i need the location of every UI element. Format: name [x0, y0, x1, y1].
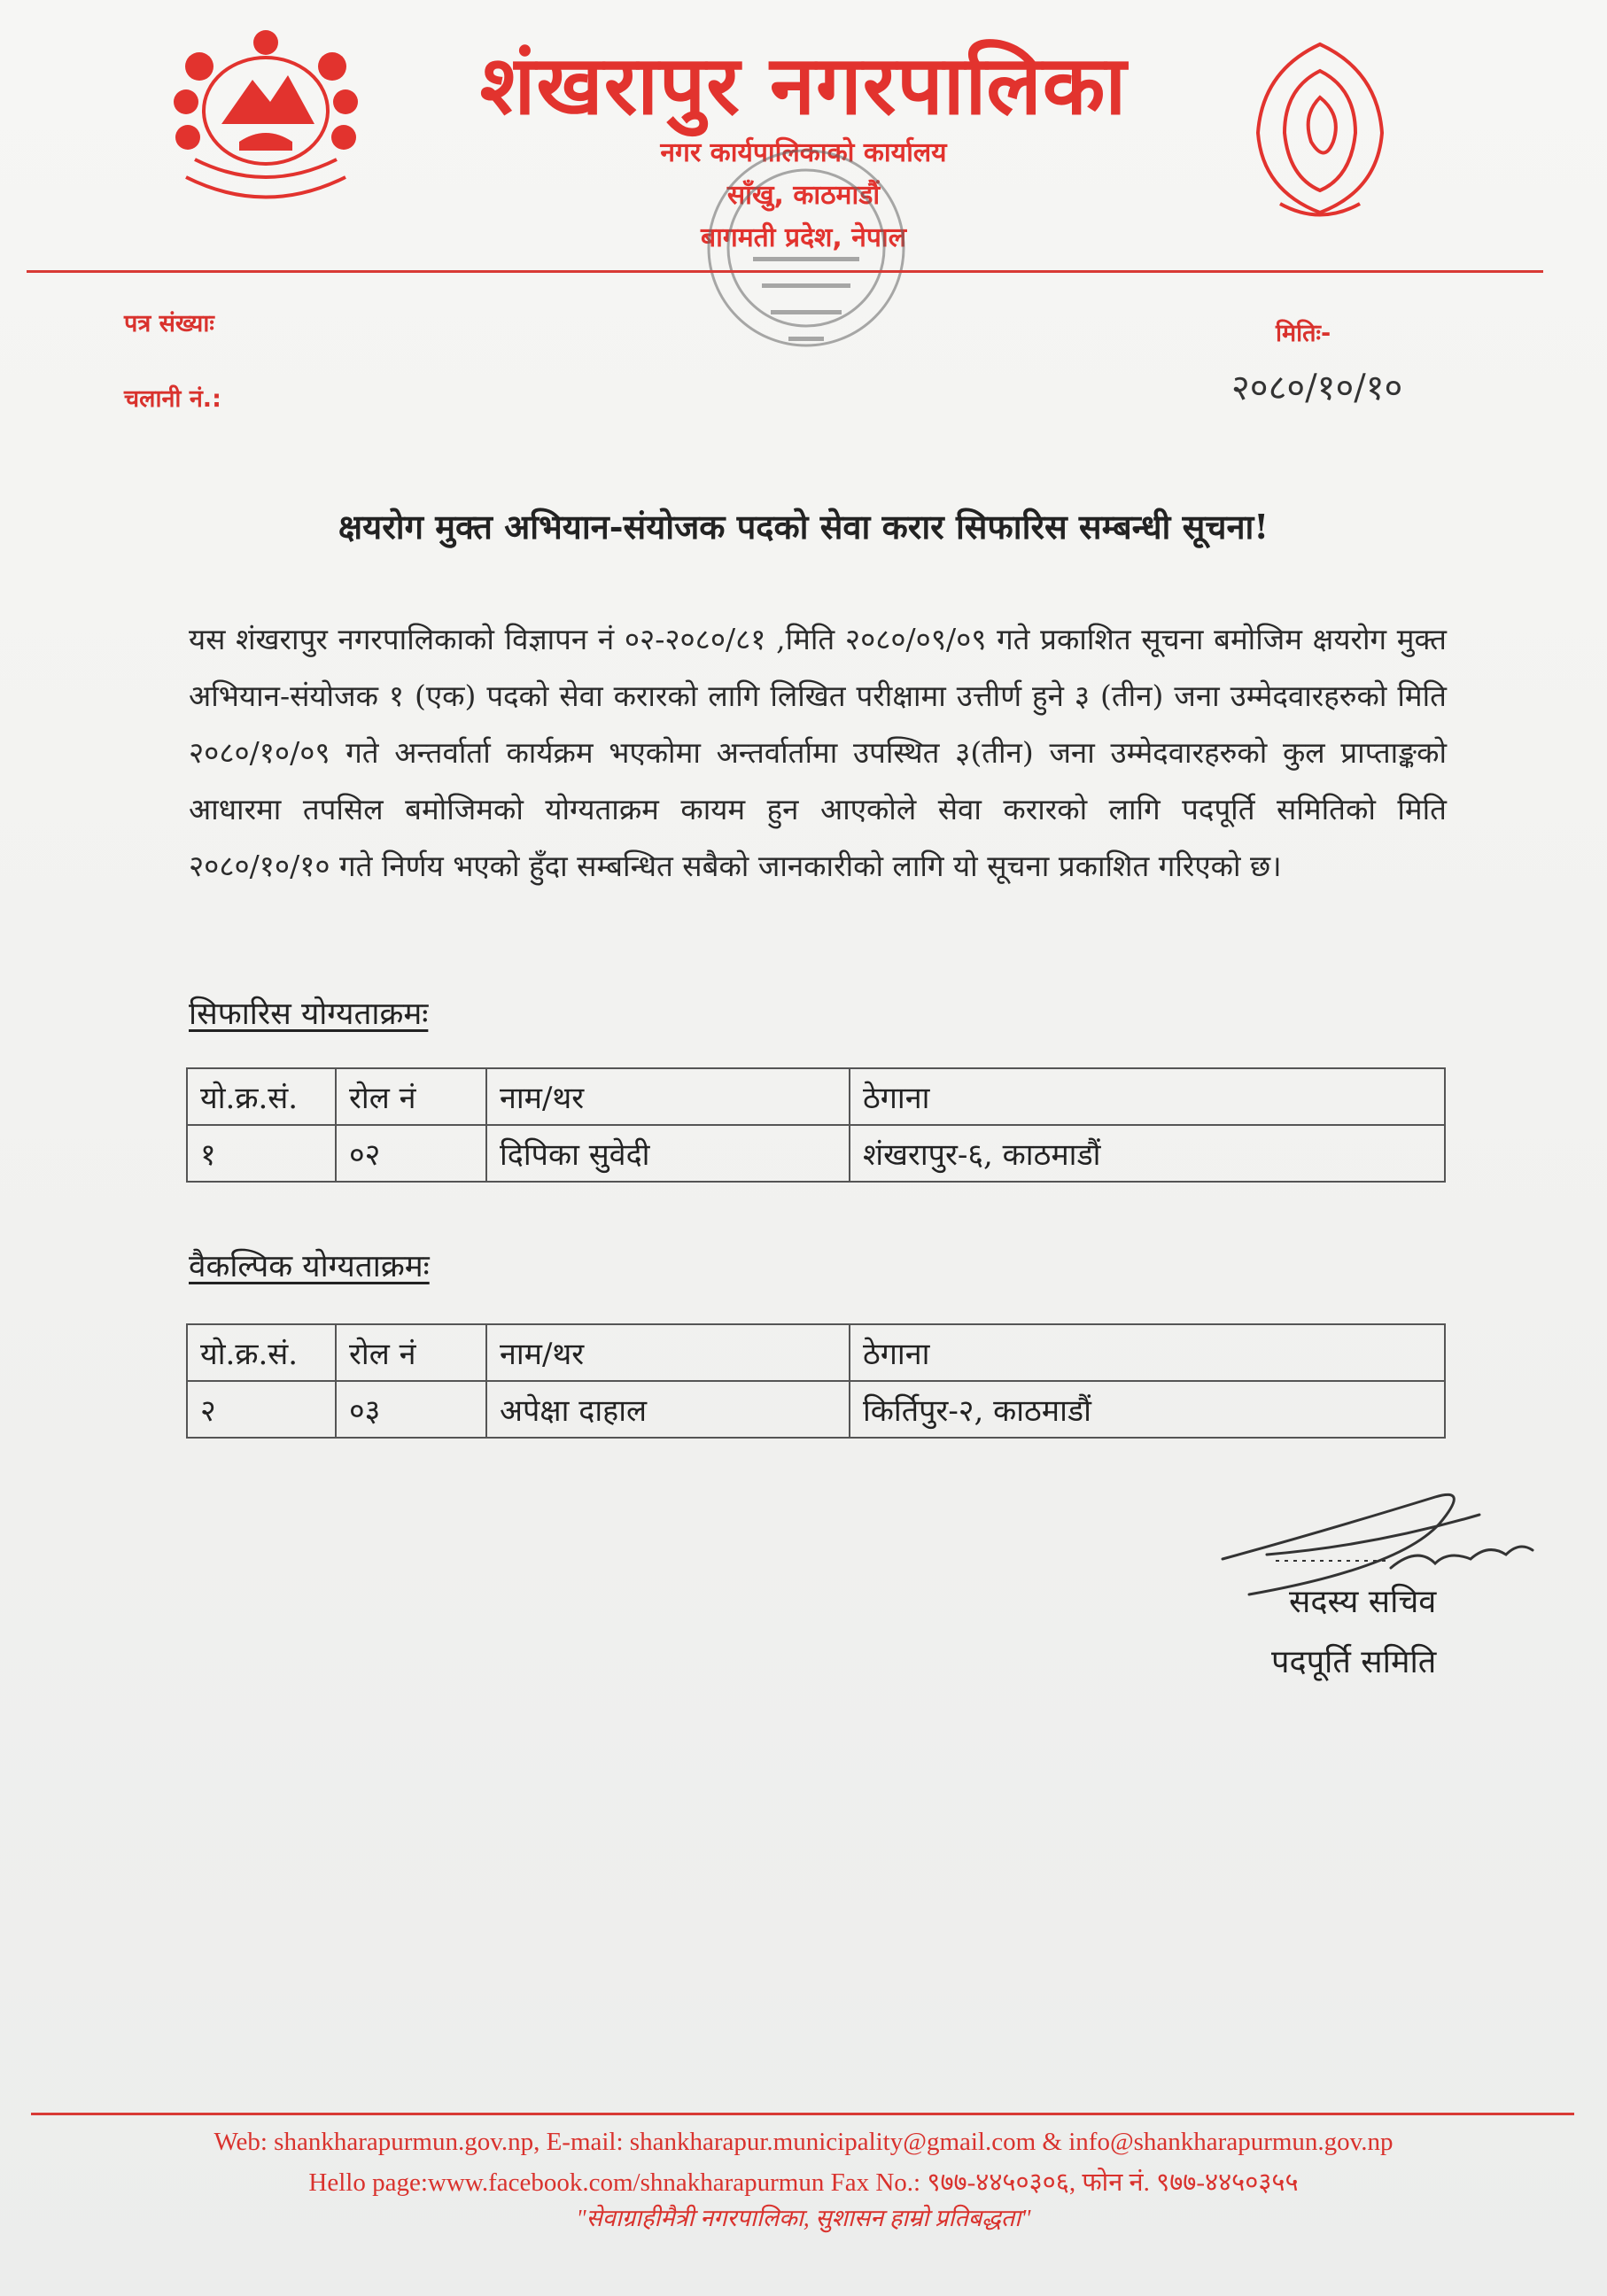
office-location: साँखु, काठमाडौं: [726, 180, 881, 211]
cell-roll: ०२: [336, 1125, 486, 1182]
footer-contact-web: Web: shankharapurmun.gov.np, E-mail: shankharapur.municipality@gmail.com & info@shankharapurmun.gov.np: [213, 2128, 1394, 2156]
dispatch-number-label: चलानी नं.:: [124, 385, 221, 413]
header-divider: [27, 270, 1543, 273]
cell-serial: २: [187, 1381, 336, 1438]
footer-contact-social: Hello page:www.facebook.com/shnakharapurmun Fax No.: ९७७-४४५०३०६, फोन नं. ९७७-४४५०३५५: [308, 2168, 1299, 2197]
table-row: [187, 1381, 1445, 1438]
date-label: मितिः-: [1276, 320, 1331, 347]
col-name: नाम/थर: [486, 1068, 850, 1125]
col-roll: रोल नं: [336, 1324, 486, 1381]
col-name: नाम/थर: [486, 1324, 850, 1381]
signatory-role: सदस्य सचिव: [1289, 1584, 1437, 1620]
office-province: बागमती प्रदेश, नेपाल: [700, 222, 907, 253]
cell-serial: १: [187, 1125, 336, 1182]
col-serial: यो.क्र.सं.: [187, 1068, 336, 1125]
col-address: ठेगाना: [850, 1068, 1445, 1125]
footer-divider: [31, 2113, 1574, 2115]
alternate-section-title: वैकल्पिक योग्यताक्रमः: [189, 1249, 430, 1284]
col-serial: यो.क्र.सं.: [187, 1324, 336, 1381]
col-address: ठेगाना: [850, 1324, 1445, 1381]
letter-number-label: पत्र संख्याः: [124, 310, 214, 337]
table-row: [187, 1125, 1445, 1182]
signatory-committee: पदपूर्ति समिति: [1271, 1644, 1437, 1680]
cell-roll: ०३: [336, 1381, 486, 1438]
office-name: नगर कार्यपालिकाको कार्यालय: [660, 137, 947, 168]
col-roll: रोल नं: [336, 1068, 486, 1125]
footer-slogan: "सेवाग्राहीमैत्री नगरपालिका, सुशासन हाम्रो प्रतिबद्धता": [576, 2205, 1031, 2231]
alternate-table: [186, 1323, 1446, 1439]
office-seal-stamp: [691, 133, 921, 399]
recommended-section-title: सिफारिस योग्यताक्रमः: [189, 997, 429, 1032]
table-header-row: [187, 1324, 1445, 1381]
cell-address: किर्तिपुर-२, काठमाडौं: [850, 1381, 1445, 1438]
table-header-row: [187, 1068, 1445, 1125]
date-value: २०८०/१०/१०: [1231, 368, 1403, 408]
recommended-table: [186, 1067, 1446, 1183]
municipality-title: शंखरापुर नगरपालिका: [479, 37, 1128, 133]
cell-name: अपेक्षा दाहाल: [486, 1381, 850, 1438]
notice-heading: क्षयरोग मुक्त अभियान-संयोजक पदको सेवा करार सिफारिस सम्बन्धी सूचना!: [338, 507, 1269, 547]
notice-body: यस शंखरापुर नगरपालिकाको विज्ञापन नं ०२-२०८०/८१ ,मिति २०८०/०९/०९ गते प्रकाशित सूचना बमोजिम क्षयरोग मुक्त अभियान-संयोजक १ (एक) पदको सेवा करारको लागि लिखित परीक्षामा उत्तीर्ण हुने ३ (तीन) जना उम्मेदवारहरुको मिति २०८०/१०/०९ गते अन्तर्वार्ता कार्यक्रम भएकोमा अन्तर्वार्तामा उपस्थित ३(तीन) जना उम्मेदवारहरुको कुल प्राप्ताङ्कको आधारमा तपसिल बमोजिमको योग्यताक्रम कायम हुन आएकोले सेवा करारको लागि पदपूर्ति समितिको मिति २०८०/१०/१० गते निर्णय भएको हुँदा सम्बन्धित सबैको जानकारीको लागि यो सूचना प्रकाशित गरिएको छ।: [189, 622, 1447, 883]
cell-address: शंखरापुर-६, काठमाडौं: [850, 1125, 1445, 1182]
cell-name: दिपिका सुवेदी: [486, 1125, 850, 1182]
